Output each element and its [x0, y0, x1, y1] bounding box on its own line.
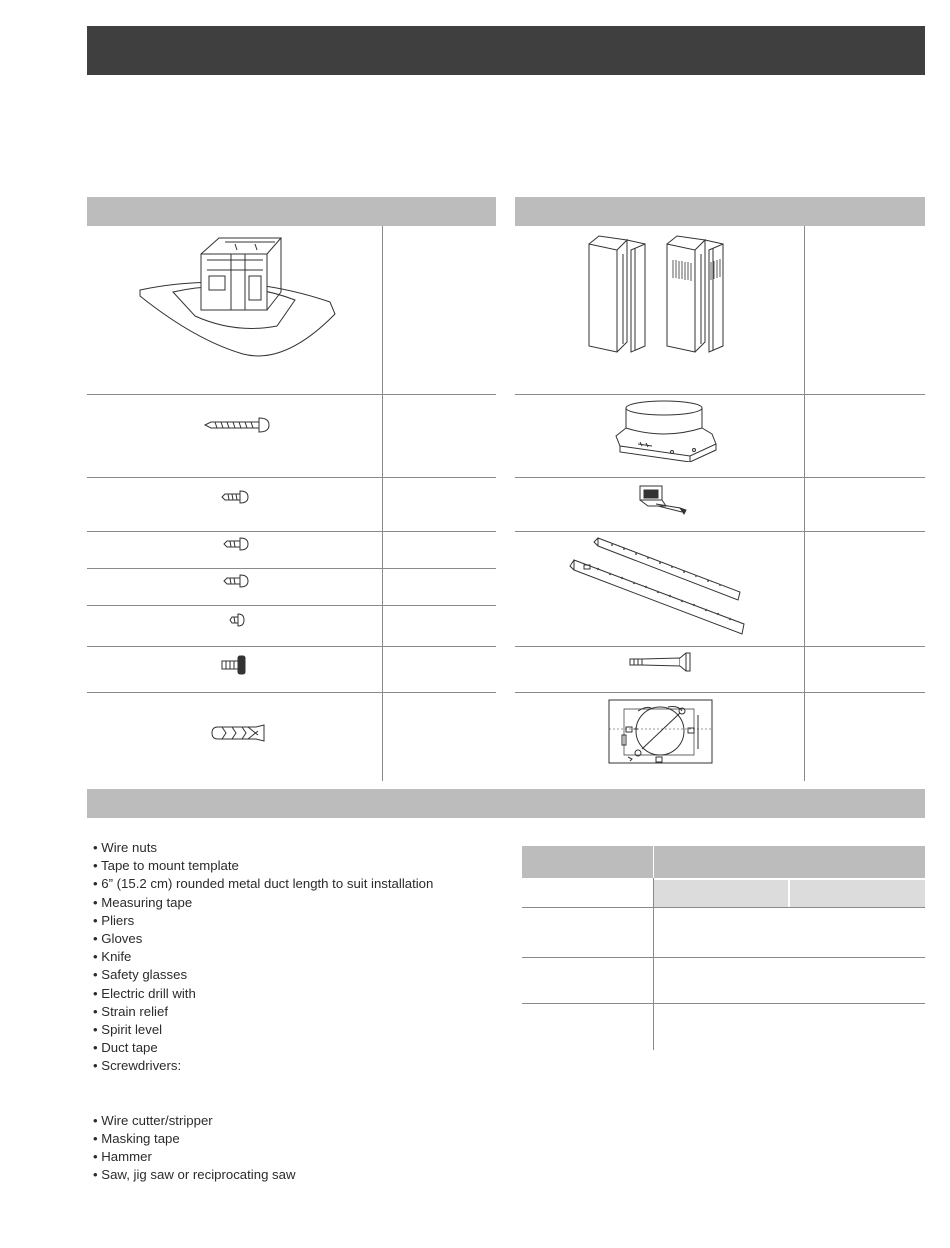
tools-list-item: • Pliers [93, 912, 135, 928]
tools-list-item: • Wire cutter/stripper [93, 1112, 213, 1128]
medium-screw-icon [220, 489, 250, 505]
spec-table-header-left [522, 846, 653, 878]
tiny-screw-icon [228, 612, 246, 628]
connector-icon [636, 482, 692, 518]
tools-list-item: • Screwdrivers: [93, 1058, 182, 1074]
right-row-rule [515, 646, 925, 647]
right-row-rule [515, 394, 925, 395]
spec-table-rule [522, 1003, 925, 1004]
short-screw-icon [222, 536, 250, 552]
right-row-rule [515, 692, 925, 693]
tools-list-item: • Wire nuts [93, 840, 157, 855]
tools-list-item: • Gloves [93, 931, 143, 947]
page-header-bar [87, 26, 925, 75]
bolt-icon [220, 654, 250, 676]
tools-list-item: • 6” (15.2 cm) rounded metal duct length to suit installation [93, 876, 434, 892]
right-row-rule [515, 477, 925, 478]
parts-right-header-bar [515, 197, 925, 226]
left-row-rule [87, 568, 496, 569]
left-row-rule [87, 394, 496, 395]
tools-list [93, 839, 513, 1184]
tools-list-item: • Measuring tape [93, 894, 193, 910]
tools-list-item: • Tape to mount template [93, 858, 239, 874]
tools-list-item: • Hammer [93, 1149, 152, 1165]
tools-header-bar [87, 789, 925, 818]
tools-list-item: • Duct tape [93, 1040, 158, 1056]
left-row-rule [87, 531, 496, 532]
right-table-divider [804, 226, 805, 781]
left-table-divider [382, 226, 383, 781]
mounting-brackets-icon [568, 536, 752, 640]
left-row-rule [87, 692, 496, 693]
tools-list-item: • Spirit level [93, 1022, 163, 1038]
mounting-template-icon [608, 699, 714, 765]
spec-table-rule [522, 957, 925, 958]
damper-pin-icon [628, 650, 696, 674]
wall-anchor-icon [208, 722, 272, 744]
duct-adapter-icon [612, 398, 724, 462]
parts-left-header-bar [87, 197, 496, 226]
long-screw-icon [203, 415, 271, 435]
left-row-rule [87, 605, 496, 606]
spec-table-header-right [654, 846, 925, 878]
hood-body-icon [135, 230, 340, 360]
tools-list-item: • Knife [93, 949, 132, 965]
spec-table-divider [653, 878, 654, 1050]
tools-list-item: • Saw, jig saw or reciprocating saw [93, 1167, 296, 1183]
right-row-rule [515, 531, 925, 532]
short-screw-icon [222, 573, 250, 589]
left-row-rule [87, 477, 496, 478]
left-row-rule [87, 646, 496, 647]
tools-list-item: • Masking tape [93, 1130, 180, 1146]
tools-list-gap [93, 1076, 513, 1112]
tools-list-item: • Safety glasses [93, 967, 188, 983]
spec-table-subheader-a [654, 880, 788, 907]
spec-table-subheader-b [790, 880, 925, 907]
spec-table-rule [522, 907, 925, 908]
tools-list-item: • Strain relief [93, 1003, 168, 1019]
chimney-covers-icon [583, 234, 743, 364]
tools-list-item: • Electric drill with [93, 985, 196, 1001]
